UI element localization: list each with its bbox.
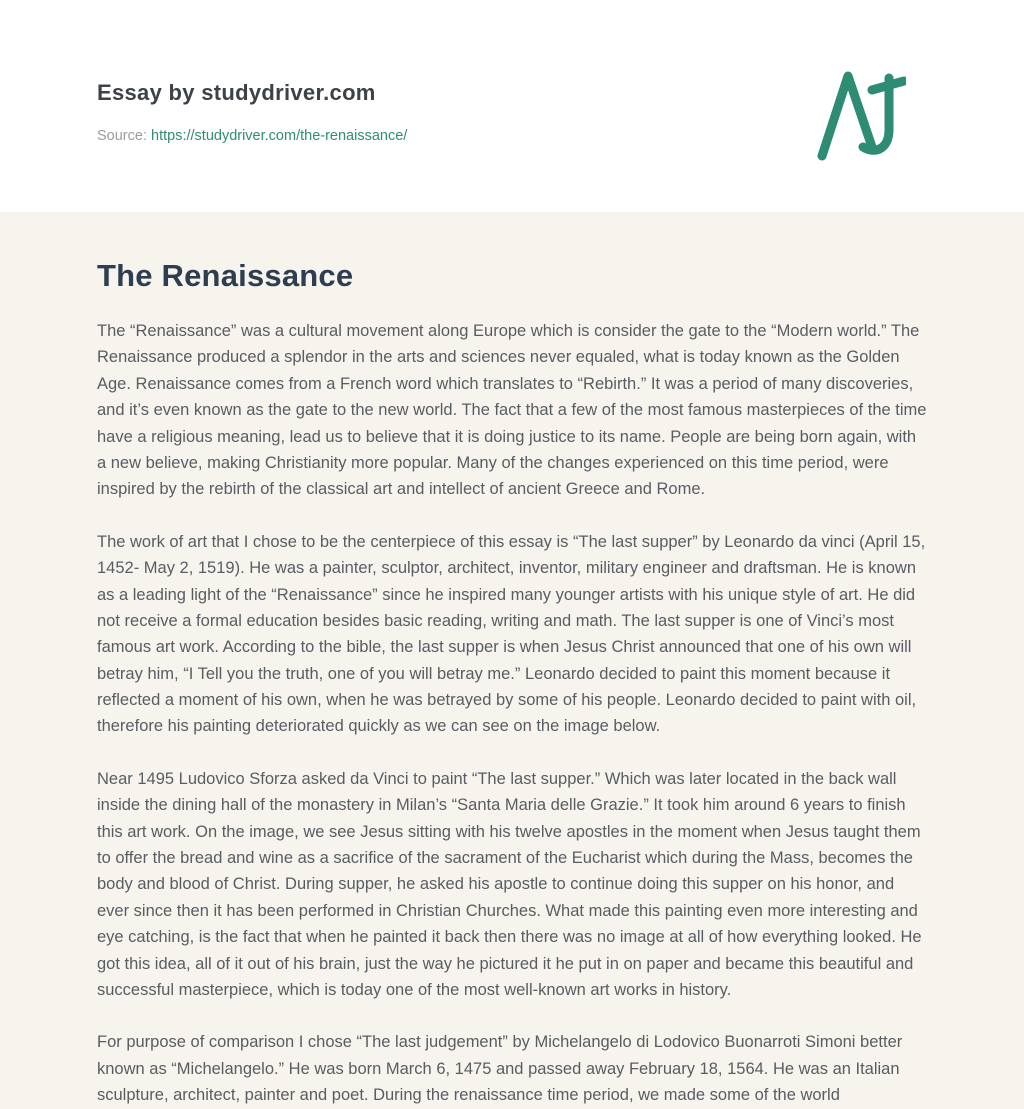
article-body [97,318,927,1109]
source-label: Source: [97,128,147,144]
brand-title: Essay by studydriver.com [97,80,376,105]
source-line [97,128,927,144]
article-title: The Renaissance [97,258,354,293]
source-link[interactable]: https://studydriver.com/the-renaissance/ [151,128,408,144]
article-paragraph: The “Renaissance” was a cultural movement along Europe which is consider the gate to the “Modern world.” The Renaissance produced a splendor in the arts and sciences never equaled, what is today known as the Golden Age. Renaissance comes from a French word which translates to “Rebirth.” It was a period of many discoveries, and it’s even known as the gate to the new world. The fact that a few of the most famous masterpieces of the time have a religious meaning, lead us to believe that it is doing justice to its name. People are being born again, with a new believe, making Christianity more popular. Many of the changes experienced on this time period, were inspired by the rebirth of the classical art and intellect of ancient Greece and Rome. [97,322,927,499]
article [0,212,1024,1105]
page-header [0,0,1024,212]
article-paragraph: The work of art that I chose to be the centerpiece of this essay is “The last supper” by Leonardo da vinci (April 15, 1452- May 2, 1519). He was a painter, sculptor, architect, inventor, military engineer and draftsman. He is known as a leading light of the “Renaissance” since he inspired many younger artists with his unique style of art. He did not receive a formal education besides basic reading, writing and math. The last supper is one of Vinci’s most famous art work. According to the bible, the last supper is when Jesus Christ announced that one of his own will betray him, “I Tell you the truth, one of you will betray me.” Leonardo decided to paint this moment because it reflected a moment of his own, when he was betrayed by some of his people. Leonardo decided to paint with oil, therefore his painting deteriorated quickly as we can see on the image below. [97,532,926,736]
article-paragraph: For purpose of comparison I chose “The last judgement” by Michelangelo di Lodovico Buonarroti Simoni better known as “Michelangelo.” He was born March 6, 1475 and passed away February 18, 1564. He was an Italian sculpture, architect, painter and poet. During the renaissance time period, we made some of the world [97,1033,903,1105]
article-paragraph: Near 1495 Ludovico Sforza asked da Vinci to paint “The last supper.” Which was later located in the back wall inside the dining hall of the monastery in Milan’s “Santa Maria delle Grazie.” It took him around 6 years to finish this art work. On the image, we see Jesus sitting with his twelve apostles in the moment when Jesus taught them to offer the bread and wine as a sacrifice of the sacrament of the Eucharist which during the Mass, becomes the body and blood of Christ. During supper, he asked his apostle to continue doing this supper on his honor, and ever since then it has been performed in Christian Churches. What made this painting even more interesting and eye catching, is the fact that when he painted it back then there was no image at all of how everything looked. He got this idea, all of it out of his brain, just the way he pictured it he put in on paper and became this beautiful and successful masterpiece, which is today one of the most well-known art works in history. [97,769,922,999]
studydriver-logo-icon [816,68,906,164]
